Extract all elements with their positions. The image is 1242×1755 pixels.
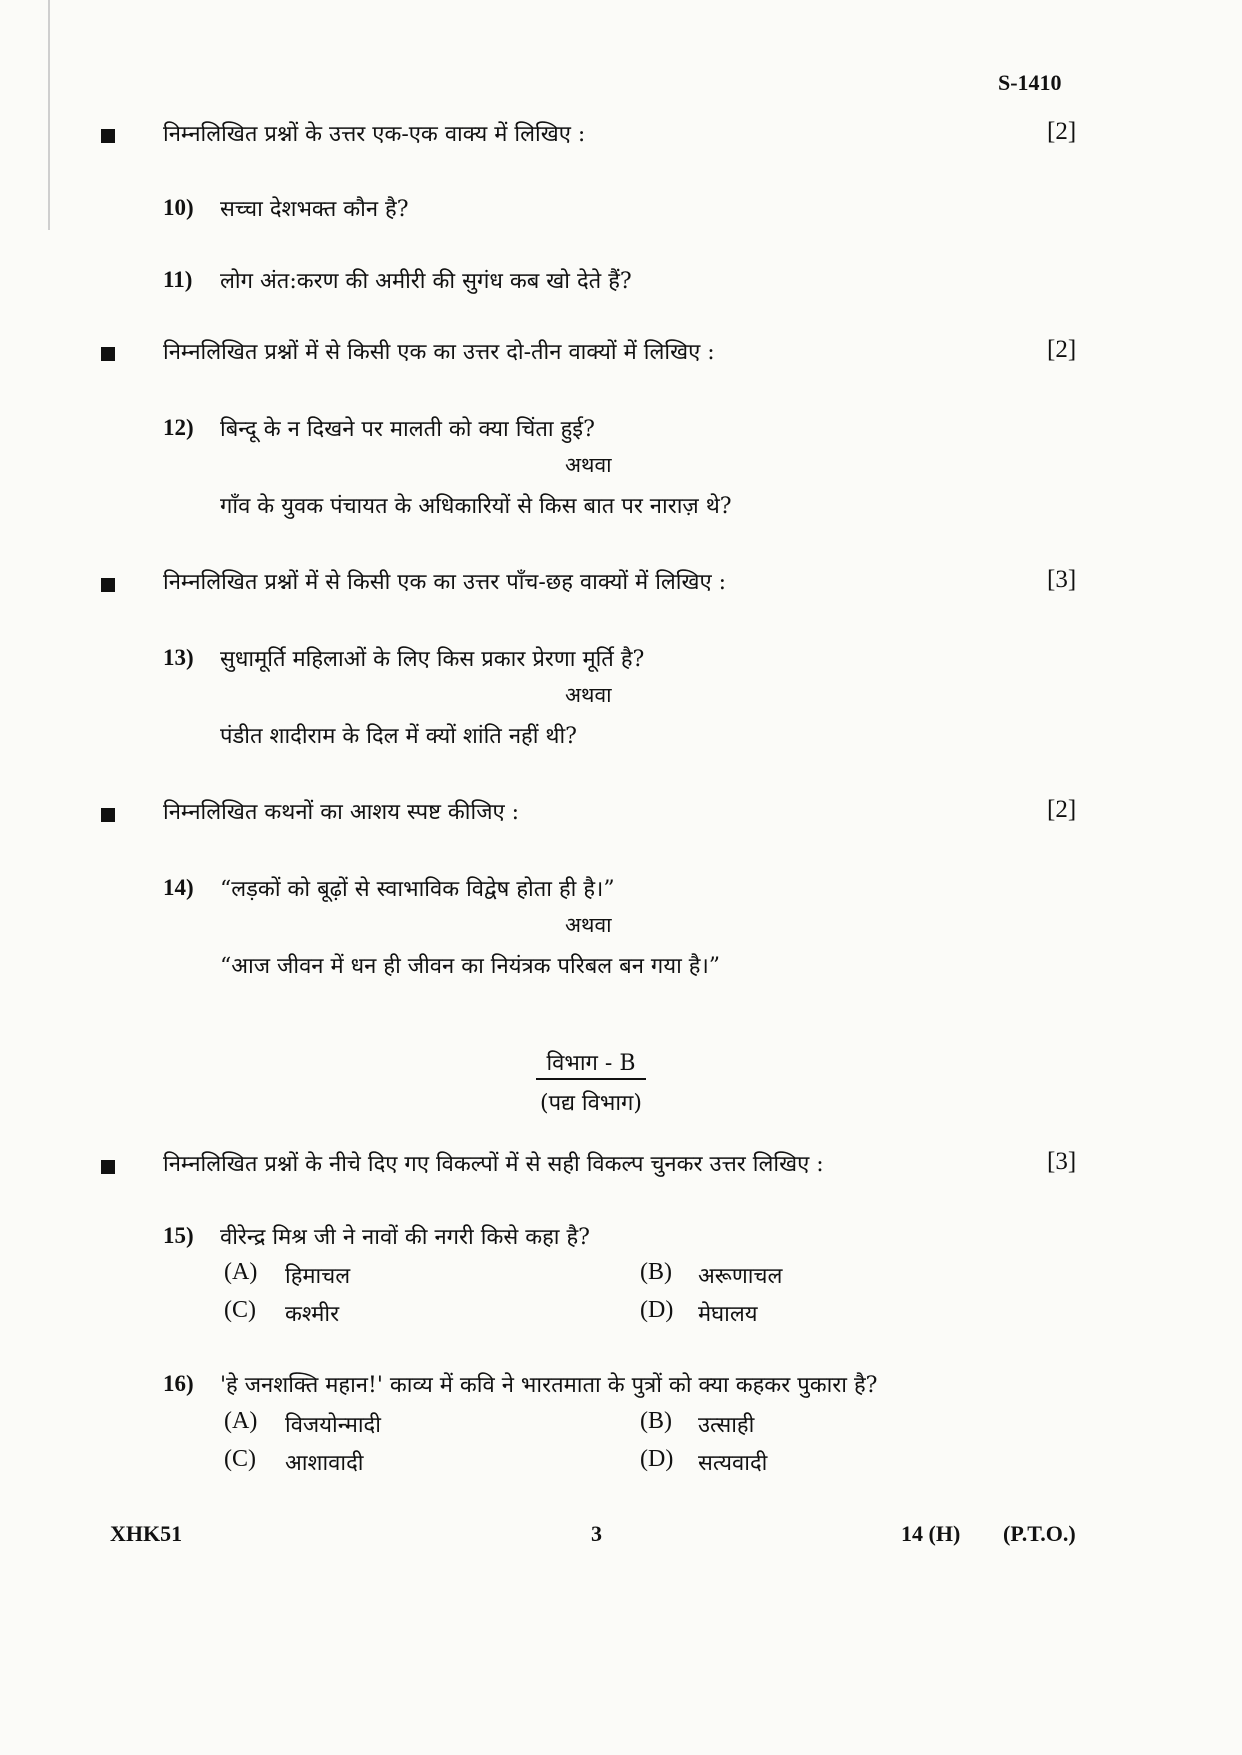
instruction-mcq: निम्नलिखित प्रश्नों के नीचे दिए गए विकल्पों में से सही विकल्प चुनकर उत्तर लिखिए : (163, 1152, 824, 1177)
question-number-16: 16) (163, 1371, 194, 1396)
option-label-16b: (B) (640, 1408, 672, 1434)
option-label-16c: (C) (224, 1446, 256, 1472)
marks-mcq: [3] (1047, 1148, 1077, 1175)
marks-2: [2] (1047, 336, 1077, 363)
option-text-15b: अरूणाचल (698, 1264, 783, 1289)
question-number-15: 15) (163, 1223, 194, 1248)
question-number-12: 12) (163, 415, 194, 440)
question-text-11: लोग अंत:करण की अमीरी की सुगंध कब खो देते हैं? (220, 269, 632, 294)
page-number: 3 (591, 1521, 602, 1546)
option-text-15a: हिमाचल (285, 1264, 351, 1289)
question-text-12: बिन्दू के न दिखने पर मालती को क्या चिंता हुई? (220, 417, 595, 442)
instruction-2: निम्नलिखित प्रश्नों में से किसी एक का उत्तर दो-तीन वाक्यों में लिखिए : (163, 340, 715, 365)
set-code: 14 (H) (901, 1521, 961, 1546)
marks-3: [3] (1047, 566, 1077, 593)
option-label-16d: (D) (640, 1446, 674, 1472)
question-text-10: सच्चा देशभक्त कौन है? (220, 197, 409, 222)
option-text-16b: उत्साही (698, 1413, 755, 1438)
option-label-15a: (A) (224, 1259, 258, 1285)
or-separator: अथवा (565, 453, 612, 477)
bullet-marker (101, 808, 115, 822)
or-separator: अथवा (565, 913, 612, 937)
option-text-15c: कश्मीर (285, 1302, 340, 1327)
marks-4: [2] (1047, 796, 1077, 823)
bullet-marker (101, 1160, 115, 1174)
option-text-15d: मेघालय (698, 1302, 758, 1327)
section-subtitle: (पद्य विभाग) (540, 1091, 642, 1116)
page-edge-shadow (48, 0, 50, 230)
question-alt-13: पंडीत शादीराम के दिल में क्यों शांति नहीं थी? (220, 724, 577, 749)
question-text-13: सुधामूर्ति महिलाओं के लिए किस प्रकार प्रेरणा मूर्ति है? (220, 647, 645, 672)
question-number-13: 13) (163, 645, 194, 670)
bullet-marker (101, 129, 115, 143)
section-title-underline (536, 1078, 646, 1080)
question-text-14: “लड़कों को बूढ़ों से स्वाभाविक विद्वेष होता ही है।” (220, 877, 615, 902)
bullet-marker (101, 347, 115, 361)
question-text-15: वीरेन्द्र मिश्र जी ने नावों की नगरी किसे कहा है? (220, 1225, 590, 1250)
option-text-16c: आशावादी (285, 1451, 364, 1476)
section-title: विभाग - B (546, 1051, 636, 1076)
instruction-1: निम्नलिखित प्रश्नों के उत्तर एक-एक वाक्य में लिखिए : (163, 122, 586, 147)
option-label-16a: (A) (224, 1408, 258, 1434)
pto-label: (P.T.O.) (1003, 1521, 1076, 1546)
instruction-4: निम्नलिखित कथनों का आशय स्पष्ट कीजिए : (163, 800, 520, 825)
paper-code: S-1410 (998, 70, 1062, 95)
question-number-14: 14) (163, 875, 194, 900)
or-separator: अथवा (565, 683, 612, 707)
question-number-10: 10) (163, 195, 194, 220)
question-number-11: 11) (163, 267, 193, 292)
question-alt-12: गाँव के युवक पंचायत के अधिकारियों से किस बात पर नाराज़ थे? (220, 494, 732, 519)
option-label-15c: (C) (224, 1297, 256, 1323)
option-label-15b: (B) (640, 1259, 672, 1285)
option-text-16a: विजयोन्मादी (285, 1413, 381, 1438)
question-alt-14: “आज जीवन में धन ही जीवन का नियंत्रक परिबल बन गया है।” (220, 954, 721, 979)
footer-code: XHK51 (110, 1521, 183, 1546)
marks-1: [2] (1047, 118, 1077, 145)
option-text-16d: सत्यवादी (698, 1451, 768, 1476)
option-label-15d: (D) (640, 1297, 674, 1323)
instruction-3: निम्नलिखित प्रश्नों में से किसी एक का उत्तर पाँच-छह वाक्यों में लिखिए : (163, 570, 727, 595)
question-text-16: 'हे जनशक्ति महान!' काव्य में कवि ने भारतमाता के पुत्रों को क्या कहकर पुकारा है? (220, 1373, 878, 1398)
bullet-marker (101, 578, 115, 592)
